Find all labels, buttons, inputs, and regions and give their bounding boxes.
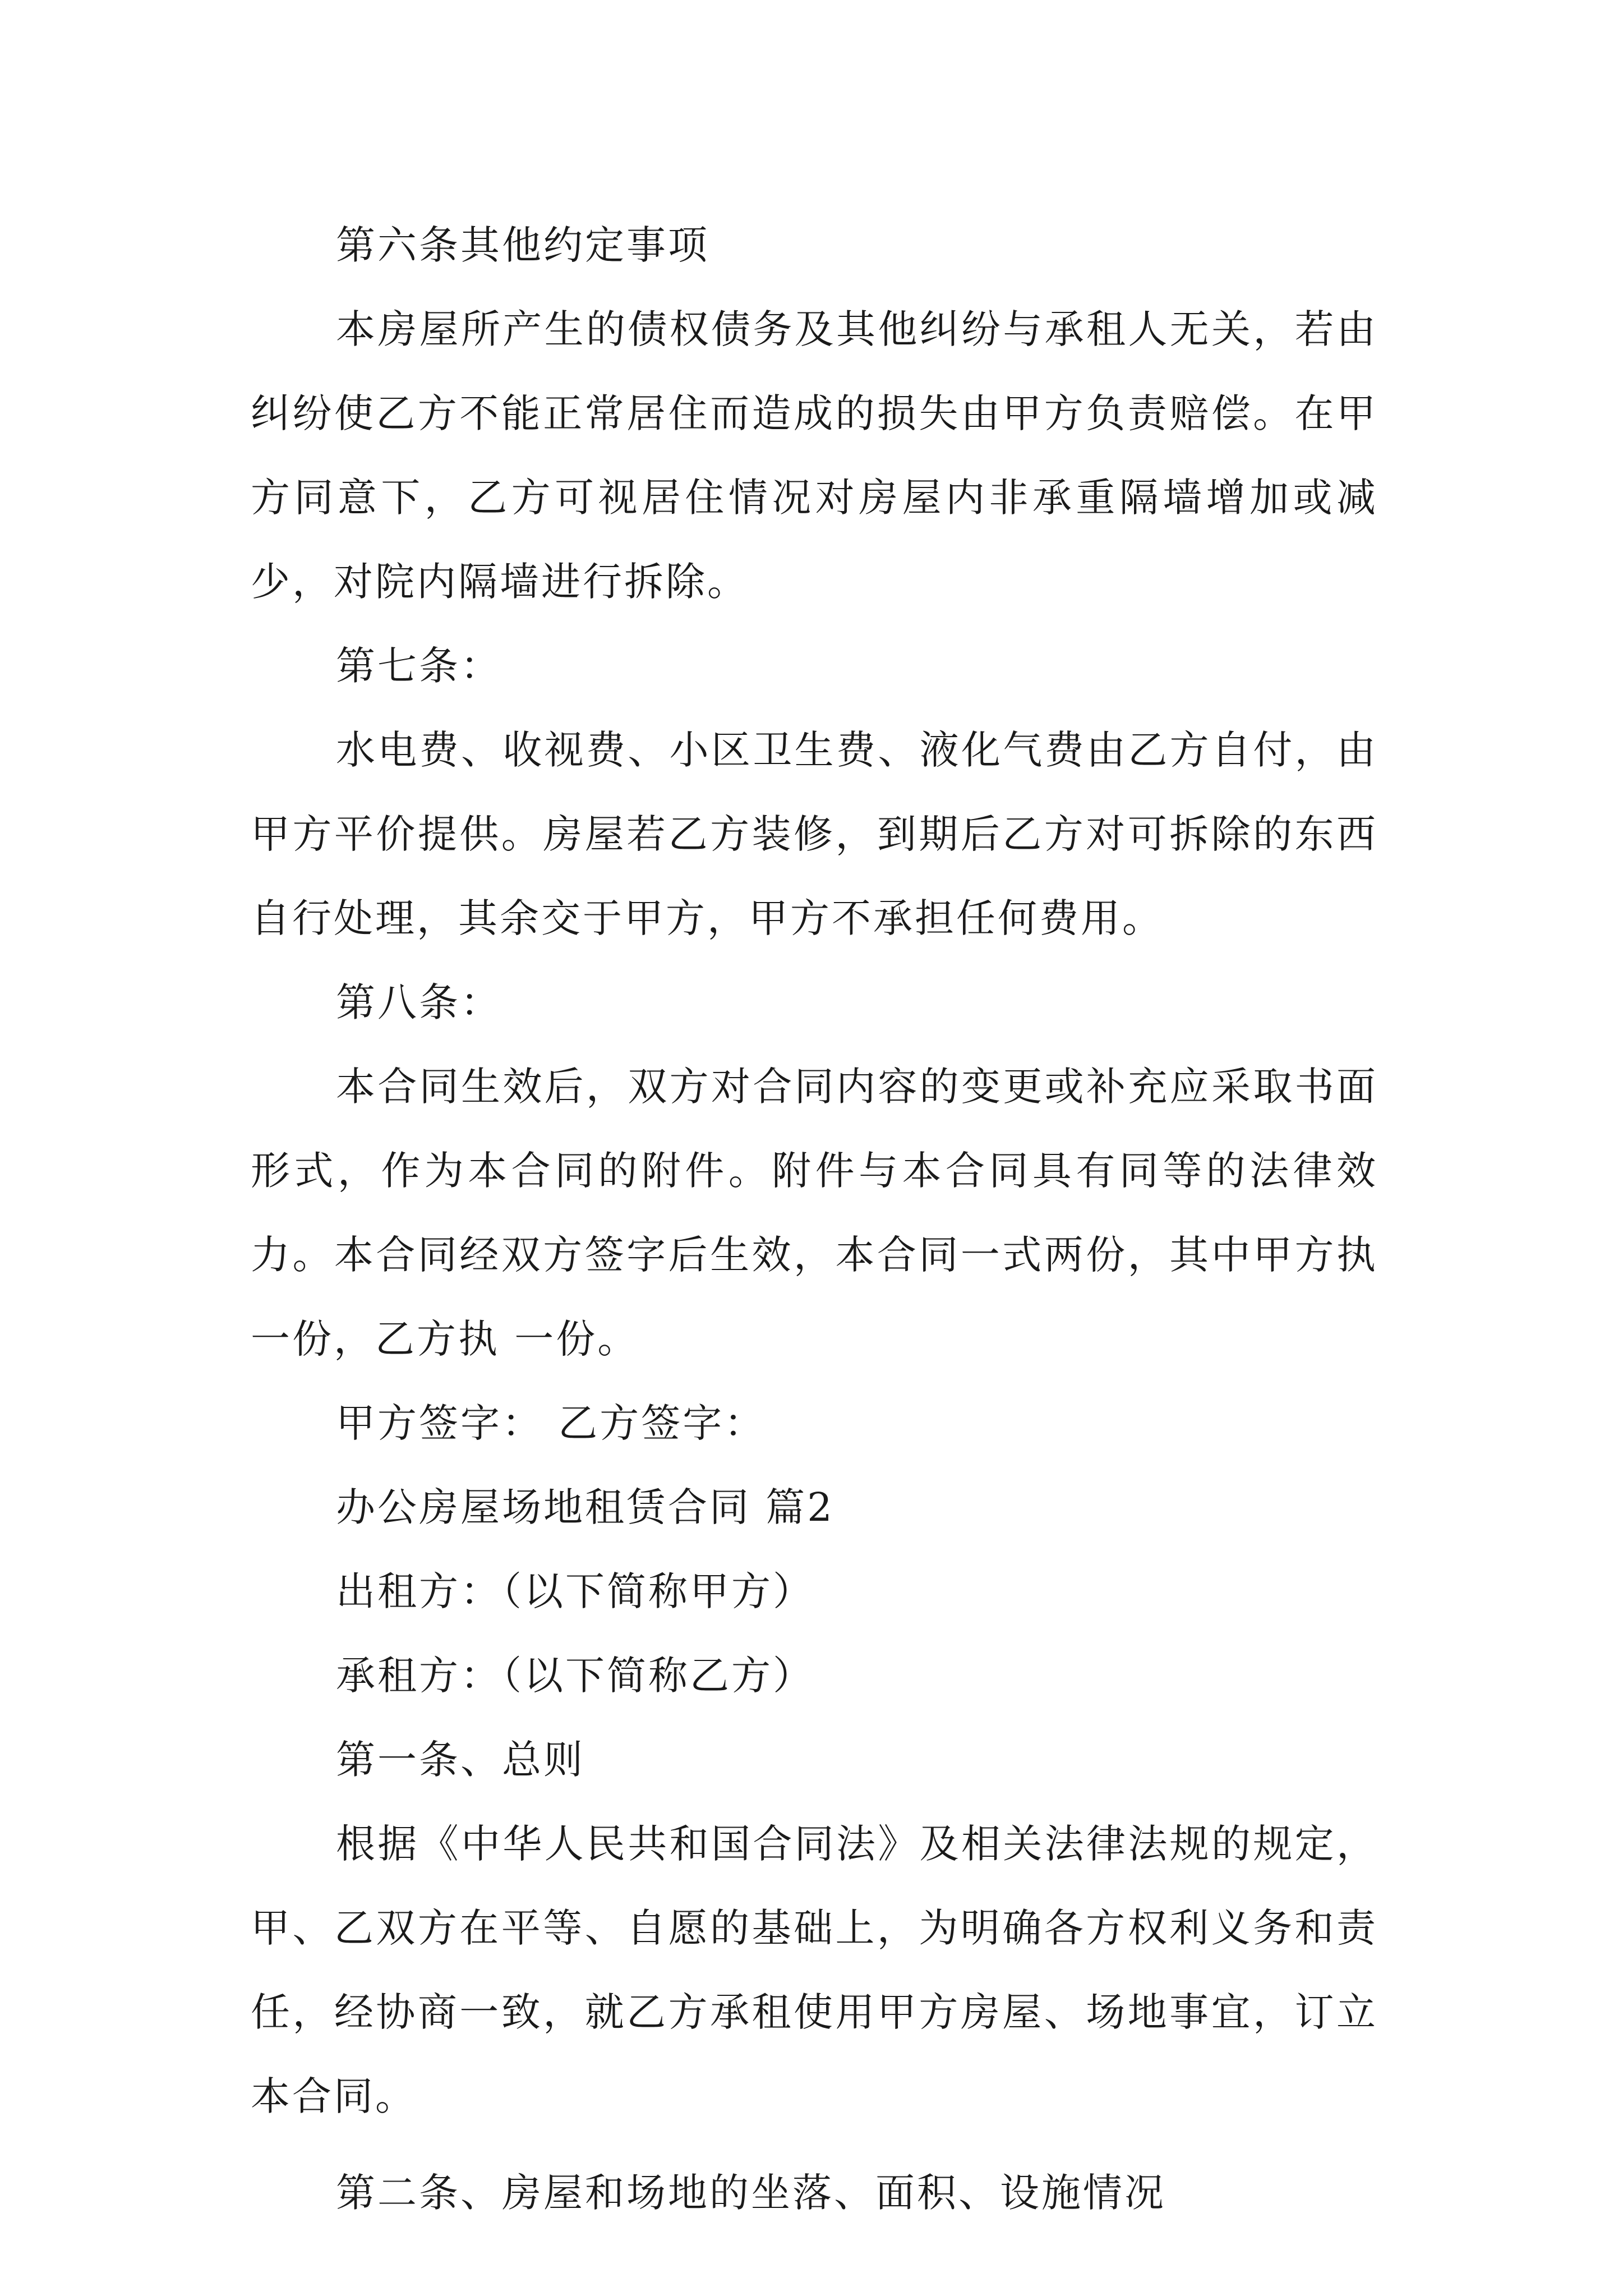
document-body [251, 203, 1378, 2235]
article-2-heading: 第二条、房屋和场地的坐落、面积、设施情况 [336, 2170, 1166, 2216]
article-7-body: 水电费、收视费、小区卫生费、液化气费由乙方自付，由甲方平价提供。房屋若乙方装修，到期后乙方对可拆除的东西自行处理，其余交于甲方，甲方不承担任何费用。 [251, 727, 1378, 941]
article-1-heading: 第一条、总则 [336, 1737, 585, 1783]
article-1-body: 根据《中华人民共和国合同法》及相关法律法规的规定，甲、乙双方在平等、自愿的基础上，为明确各方权利义务和责任，经协商一致，就乙方承租使用甲方房屋、场地事宜，订立本合同。 [251, 1821, 1378, 2119]
signature-line: 甲方签字： 乙方签字： [336, 1400, 766, 1446]
article-8-body: 本合同生效后，双方对合同内容的变更或补充应采取书面形式，作为本合同的附件。附件与本合同具有同等的法律效力。本合同经双方签字后生效，本合同一式两份，其中甲方执 一份，乙方执 一份。 [251, 1064, 1378, 1362]
article-7-heading: 第七条： [336, 643, 502, 689]
lessee-line: 承租方：（以下简称乙方） [336, 1653, 814, 1699]
contract-2-title: 办公房屋场地租赁合同 篇2 [336, 1484, 834, 1530]
article-6-body: 本房屋所产生的债权债务及其他纠纷与承租人无关，若由纠纷使乙方不能正常居住而造成的损失由甲方负责赔偿。在甲方同意下，乙方可视居住情况对房屋内非承重隔墙增加或减少，对院内隔墙进行拆除。 [251, 306, 1378, 605]
article-6-heading: 第六条其他约定事项 [336, 222, 709, 268]
lessor-line: 出租方：（以下简称甲方） [336, 1568, 814, 1614]
article-8-heading: 第八条： [336, 979, 502, 1025]
